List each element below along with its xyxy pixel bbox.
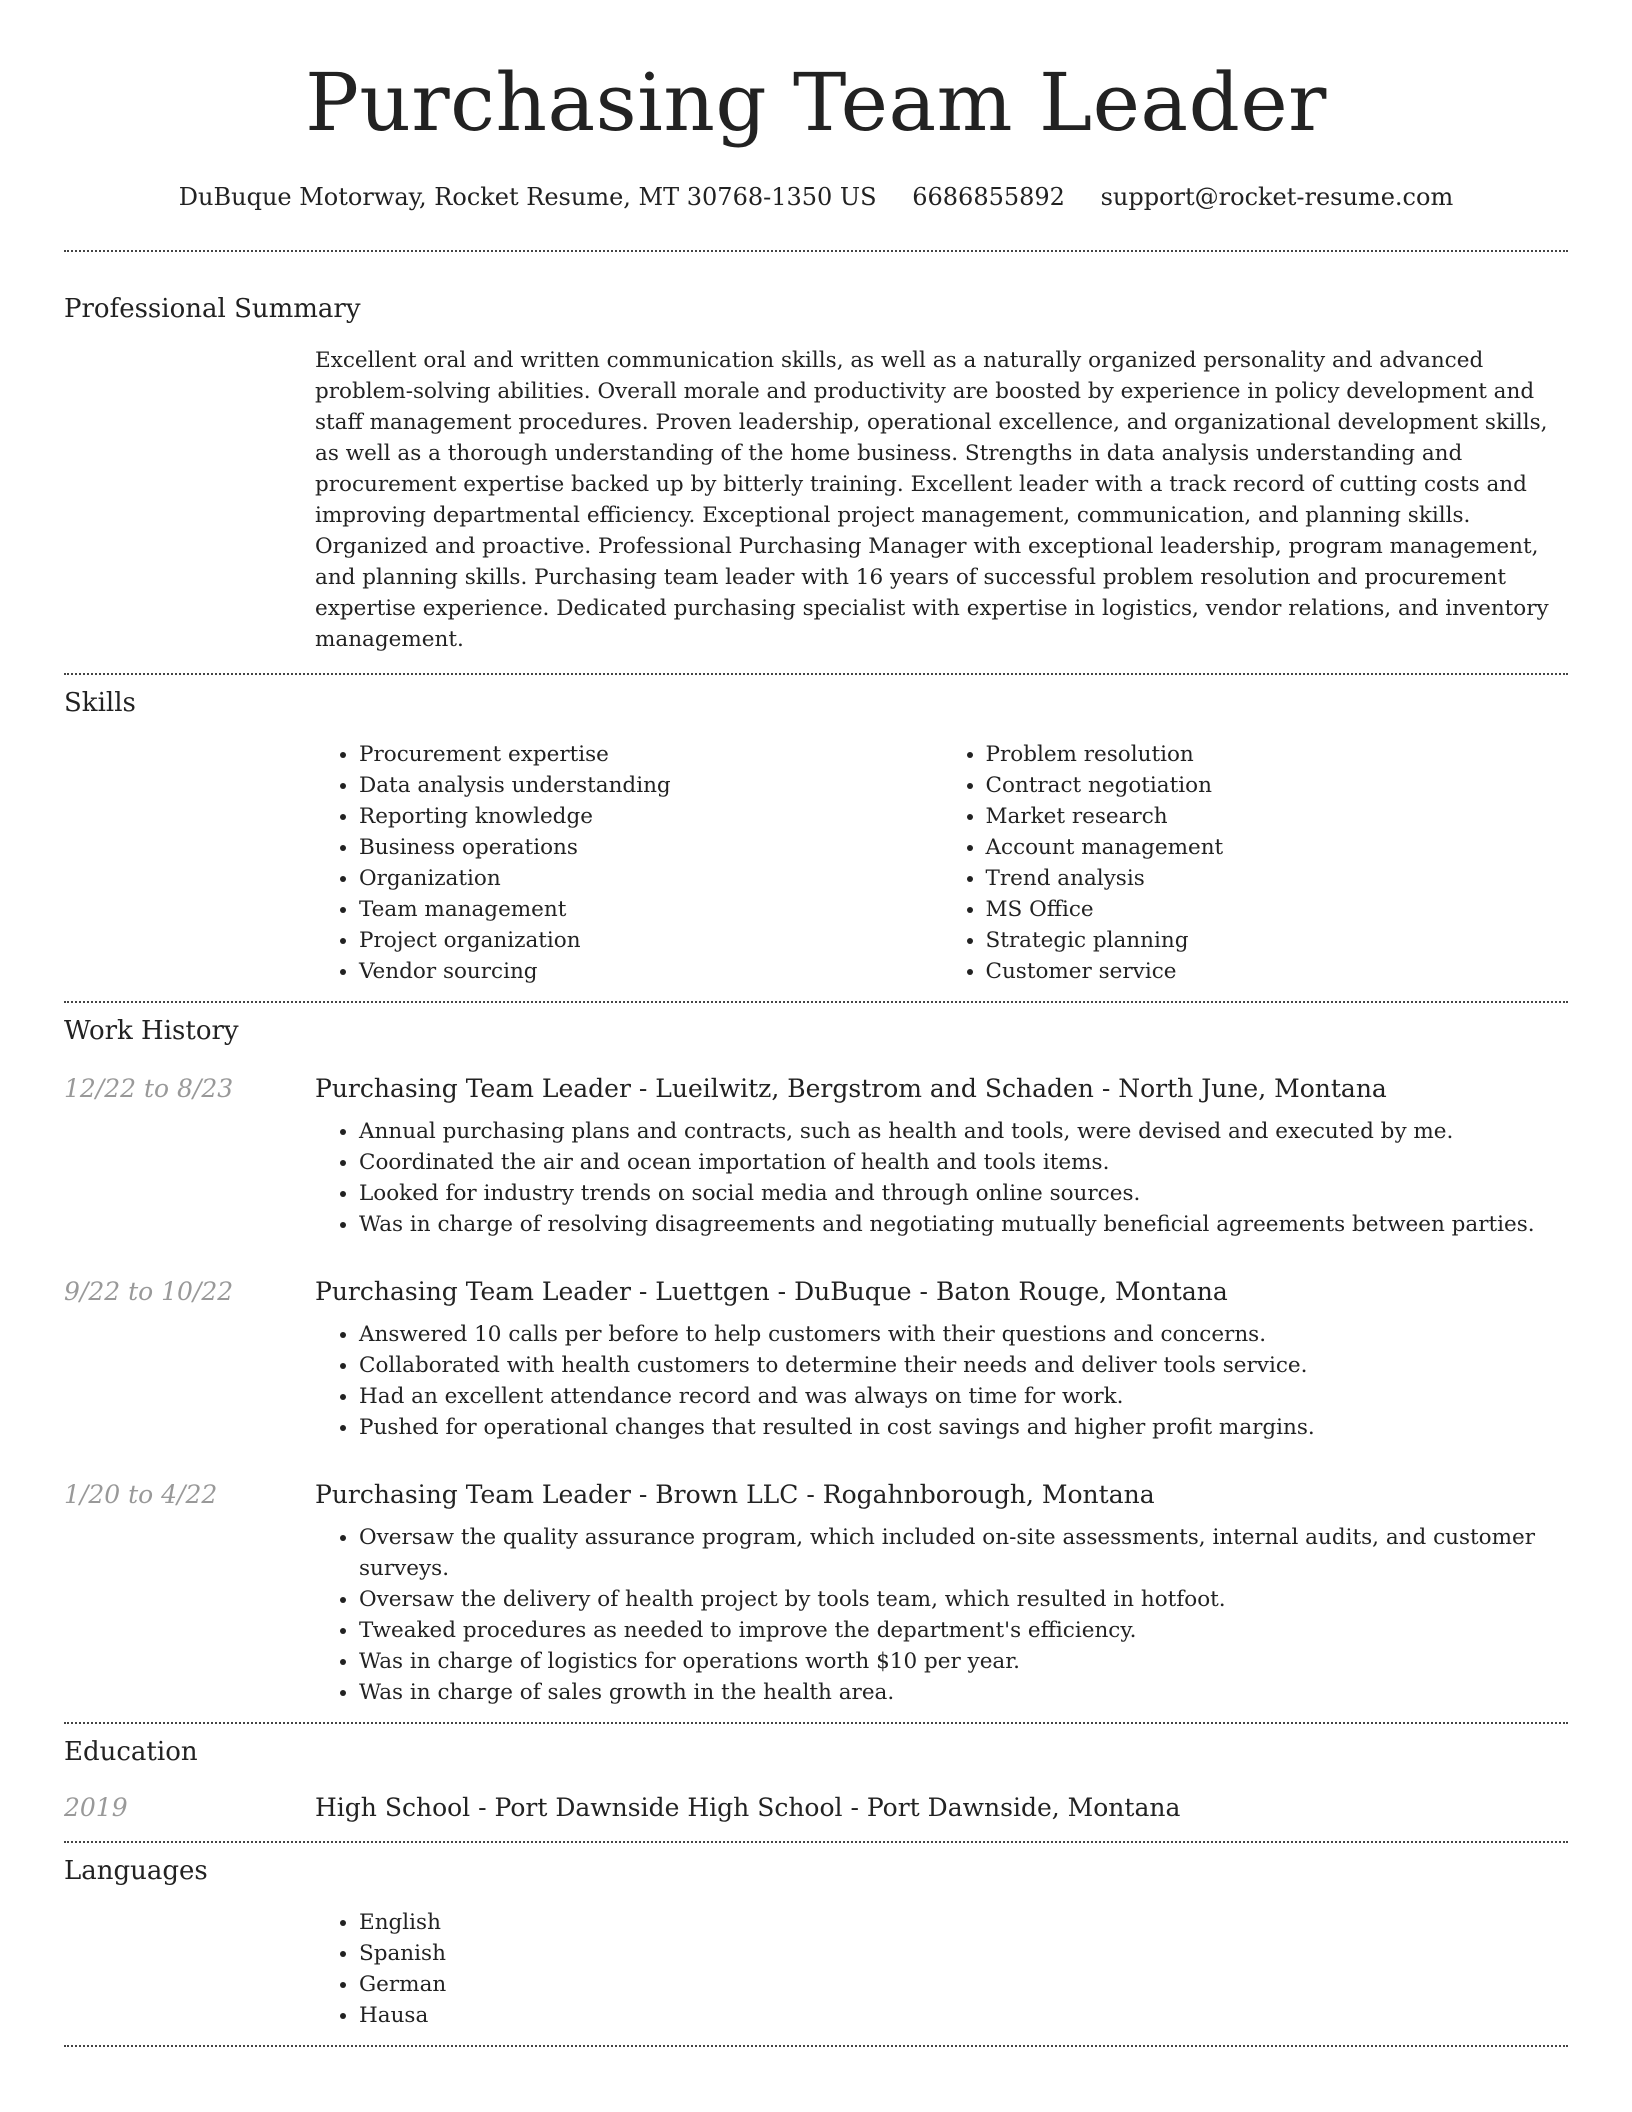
skill-item: • Team management: [359, 894, 942, 925]
education-location: Port Dawnside, Montana: [866, 1793, 1181, 1822]
skill-item: • Organization: [359, 863, 942, 894]
separator: -: [911, 1277, 936, 1306]
job-entry: [64, 1478, 1568, 1708]
separator: -: [630, 1074, 656, 1103]
job-location: Rogahnborough, Montana: [822, 1480, 1155, 1509]
education-year: 2019: [64, 1793, 128, 1822]
contact-email: support@rocket-resume.com: [1100, 183, 1454, 211]
separator: -: [1093, 1074, 1119, 1103]
separator: -: [630, 1480, 656, 1509]
education-section: [64, 1724, 1568, 1825]
skill-item: • Reporting knowledge: [359, 801, 942, 832]
job-bullet: • Coordinated the air and ocean importation of health and tools items.: [359, 1147, 1568, 1178]
job-bullet: • Annual purchasing plans and contracts, such as health and tools, were devised and executed by me.: [359, 1116, 1568, 1147]
job-bullet: • Was in charge of logistics for operations worth $10 per year.: [359, 1646, 1568, 1677]
job-entry: [64, 1275, 1568, 1443]
job-bullet: • Looked for industry trends on social media and through online sources.: [359, 1178, 1568, 1209]
language-item: • Hausa: [359, 2000, 1568, 2031]
job-bullets: [315, 1319, 1568, 1443]
languages-list: [315, 1907, 1568, 2031]
job-company: Luettgen - DuBuque: [655, 1277, 912, 1306]
skills-grid: [315, 739, 1568, 987]
summary-text: Excellent oral and written communication skills, as well as a naturally organized personality and advanced problem-solving abilities. Overall morale and productivity are boosted by experience in policy development and staff management procedures. Proven leadership, operational excellence, and organizational development skills, as well as a thorough understanding of the home business. Strengths in data analysis understanding and procurement expertise backed up by bitterly training. Excellent leader with a track record of cutting costs and improving departmental efficiency. Exceptional project management, communication, and planning skills. Organized and proactive. Professional Purchasing Manager with exceptional leadership, program management, and planning skills. Purchasing team leader with 16 years of successful problem resolution and procurement expertise experience. Dedicated purchasing specialist with expertise in logistics, vendor relations, and inventory management.: [315, 348, 1549, 652]
separator: -: [798, 1480, 823, 1509]
skill-item: • Procurement expertise: [359, 739, 942, 770]
skills-list-left: [315, 739, 942, 987]
contact-address: DuBuque Motorway, Rocket Resume, MT 30768-1350 US: [178, 183, 877, 211]
contact-phone: 6686855892: [912, 183, 1065, 211]
skills-title: Skills: [64, 688, 136, 718]
job-bullet: • Collaborated with health customers to determine their needs and deliver tools service.: [359, 1350, 1568, 1381]
contact-line: [64, 180, 1568, 214]
education-entry: [64, 1791, 1568, 1825]
skill-item: • Data analysis understanding: [359, 770, 942, 801]
job-heading: [315, 1275, 1568, 1309]
job-location: Baton Rouge, Montana: [935, 1277, 1228, 1306]
skill-item: • Project organization: [359, 925, 942, 956]
language-item: • English: [359, 1907, 1568, 1938]
job-company: Lueilwitz, Bergstrom and Schaden: [655, 1074, 1094, 1103]
summary-section: [64, 252, 1568, 655]
skill-item: • Account management: [986, 832, 1569, 863]
skill-item: • Customer service: [986, 956, 1569, 987]
job-heading: [315, 1478, 1568, 1512]
language-item: • German: [359, 1969, 1568, 2000]
skill-item: • Business operations: [359, 832, 942, 863]
skill-item: • Trend analysis: [986, 863, 1569, 894]
skill-item: • Strategic planning: [986, 925, 1569, 956]
resume-name: Purchasing Team Leader: [305, 56, 1327, 149]
job-role: Purchasing Team Leader: [315, 1277, 631, 1306]
job-bullet: • Had an excellent attendance record and was always on time for work.: [359, 1381, 1568, 1412]
job-role: Purchasing Team Leader: [315, 1480, 631, 1509]
summary-title: Professional Summary: [64, 294, 361, 324]
job-bullet: • Tweaked procedures as needed to improve the department's efficiency.: [359, 1615, 1568, 1646]
job-bullet: • Was in charge of resolving disagreements and negotiating mutually beneficial agreements between parties.: [359, 1209, 1568, 1240]
education-title: Education: [64, 1737, 198, 1767]
skill-item: • Market research: [986, 801, 1569, 832]
skill-item: • Contract negotiation: [986, 770, 1569, 801]
separator: -: [470, 1793, 495, 1822]
resume-page: [64, 0, 1568, 2047]
divider: [64, 2045, 1568, 2047]
languages-title: Languages: [64, 1856, 208, 1886]
job-heading: [315, 1072, 1568, 1106]
skill-item: • Problem resolution: [986, 739, 1569, 770]
education-degree: High School: [315, 1793, 471, 1822]
work-title: Work History: [64, 1016, 239, 1046]
education-heading: [315, 1791, 1568, 1825]
languages-section: [64, 1843, 1568, 2031]
job-location: North June, Montana: [1118, 1074, 1387, 1103]
job-bullet: • Answered 10 calls per before to help customers with their questions and concerns.: [359, 1319, 1568, 1350]
job-entry: [64, 1072, 1568, 1240]
job-bullet: • Pushed for operational changes that resulted in cost savings and higher profit margins.: [359, 1412, 1568, 1443]
language-item: • Spanish: [359, 1938, 1568, 1969]
job-bullets: [315, 1116, 1568, 1240]
skills-list-right: [942, 739, 1569, 987]
separator: -: [842, 1793, 867, 1822]
skills-section: [64, 675, 1568, 987]
job-bullet: • Was in charge of sales growth in the health area.: [359, 1677, 1568, 1708]
job-dates: 1/20 to 4/22: [64, 1480, 218, 1509]
job-dates: 9/22 to 10/22: [64, 1277, 234, 1306]
skill-item: • Vendor sourcing: [359, 956, 942, 987]
job-bullet: • Oversaw the quality assurance program, which included on-site assessments, internal audits, and customer surveys.: [359, 1522, 1568, 1584]
separator: -: [630, 1277, 656, 1306]
job-dates: 12/22 to 8/23: [64, 1074, 234, 1103]
education-school: Port Dawnside High School: [494, 1793, 843, 1822]
work-section: [64, 1003, 1568, 1708]
job-bullets: [315, 1522, 1568, 1708]
job-bullet: • Oversaw the delivery of health project by tools team, which resulted in hotfoot.: [359, 1584, 1568, 1615]
skill-item: • MS Office: [986, 894, 1569, 925]
job-company: Brown LLC: [655, 1480, 799, 1509]
job-role: Purchasing Team Leader: [315, 1074, 631, 1103]
